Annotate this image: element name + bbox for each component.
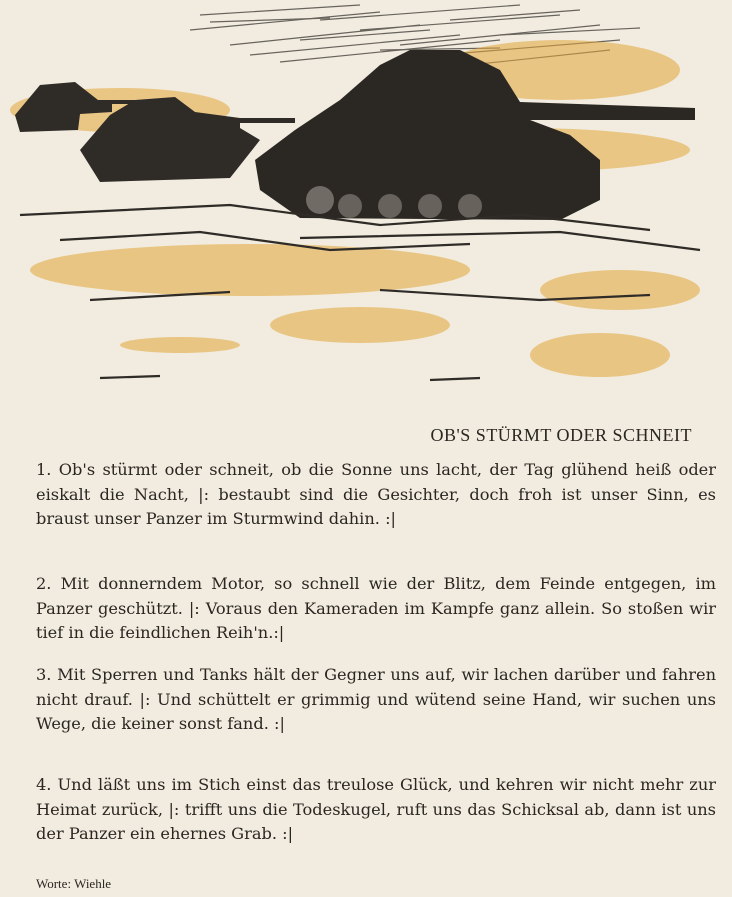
verse-1: 1. Ob's stürmt oder schneit, ob die Sonne uns lacht, der Tag glühend heiß oder eiskalt die Nacht, |: bestaubt sind die Gesichter, doch froh ist unser Sinn, es braust unser Panzer im Sturmwind dahin. :| bbox=[36, 460, 716, 528]
tank-illustration bbox=[0, 0, 732, 395]
lyrics-credit: Worte: Wiehle bbox=[36, 876, 112, 891]
verse-4: 4. Und läßt uns im Stich einst das treulose Glück, und kehren wir nicht mehr zur Heimat zurück, |: trifft uns die Todeskugel, ruft uns das Schicksal ab, dann ist uns der Panzer ein ehernes Grab. :| bbox=[36, 775, 716, 843]
verse-3: 3. Mit Sperren und Tanks hält der Gegner uns auf, wir lachen darüber und fahren nicht drauf. |: Und schüttelt er grimmig und wütend seine Hand, wir suchen uns Wege, die keiner sonst fand. :| bbox=[36, 665, 716, 733]
song-title: OB'S STÜRMT ODER SCHNEIT bbox=[430, 425, 692, 445]
verse-2: 2. Mit donnerndem Motor, so schnell wie der Blitz, dem Feinde entgegen, im Panzer geschützt. |: Voraus den Kameraden im Kampfe ganz allein. So stoßen wir tief in die feindlichen Reih'n.:| bbox=[36, 574, 716, 642]
